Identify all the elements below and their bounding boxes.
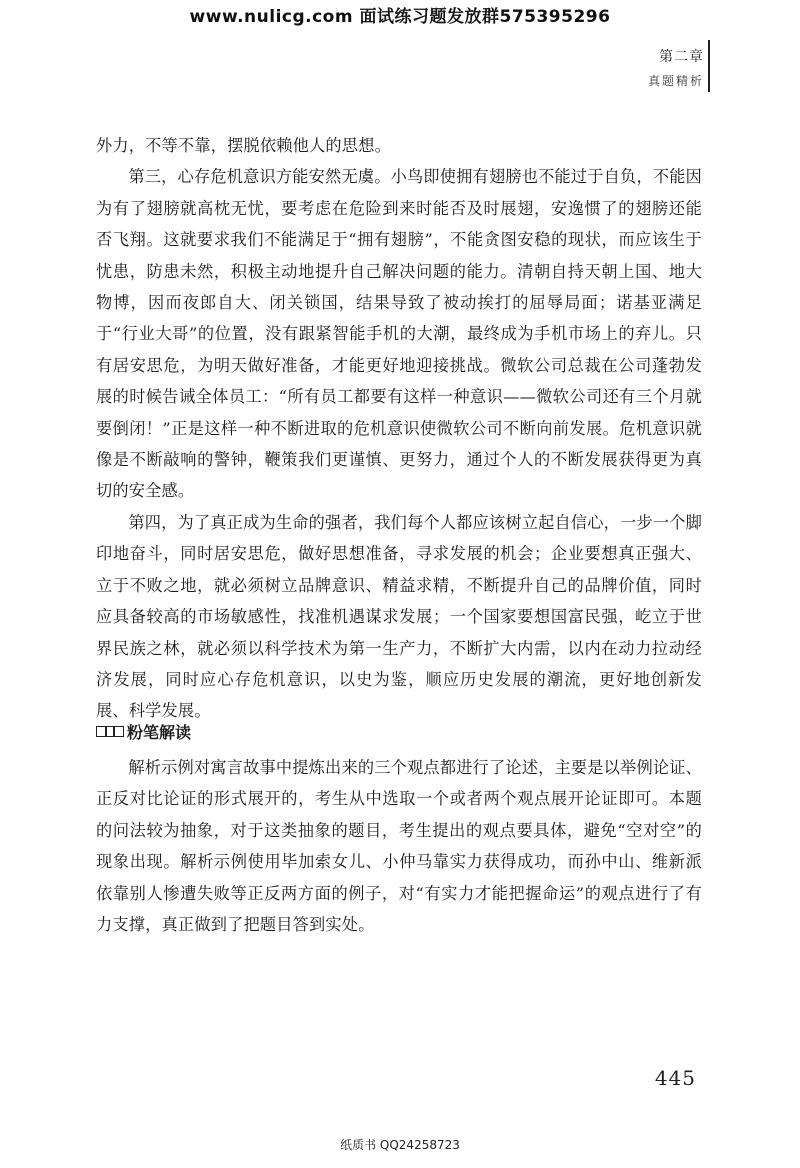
- watermark-top: www.nulicg.com 面试练习题发放群575395296: [189, 7, 611, 27]
- page-number: 445: [654, 1066, 696, 1090]
- paragraph-third-point: 第三，心存危机意识方能安然无虞。小鸟即使拥有翅膀也不能过于自负，不能因为有了翅膀就高枕无忧，要考虑在危险到来时能否及时展翅，安逸惯了的翅膀还能否飞翔。这就要求我们不能满足于“拥有翅膀”，不能贪图安稳的现状，而应该生于忧患，防患未然，积极主动地提升自己解决问题的能力。清朝自持天朝上国、地大物博，因而夜郎自大、闭关锁国，结果导致了被动挨打的屈辱局面；诺基亚满足于“行业大哥”的位置，没有跟紧智能手机的大潮，最终成为手机市场上的弃儿。只有居安思危，为明天做好准备，才能更好地迎接挑战。微软公司总裁在公司蓬勃发展的时候告诫全体员工：“所有员工都要有这样一种意识——微软公司还有三个月就要倒闭！”正是这样一种不断进取的危机意识使微软公司不断向前发展。危机意识就像是不断敲响的警钟，鞭策我们更谨慎、更努力，通过个人的不断发展获得更为真切的安全感。: [96, 167, 702, 501]
- watermark-bottom: 纸质书 QQ24258723: [340, 1138, 460, 1152]
- paragraph-fourth-point: 第四，为了真正成为生命的强者，我们每个人都应该树立起自信心，一步一个脚印地奋斗，同时居安思危，做好思想准备，寻求发展的机会；企业要想真正强大、立于不败之地，就必须树立品牌意识、精益求精，不断提升自己的品牌价值，同时应具备较高的市场敏感性，找准机遇谋求发展；一个国家要想国富民强，屹立于世界民族之林，就必须以科学技术为第一生产力，不断扩大内需，以内在动力拉动经济发展，同时应心存危机意识，以史为鉴，顺应历史发展的潮流，更好地创新发展、科学发展。: [96, 512, 702, 721]
- paragraph-interpretation: 解析示例对寓言故事中提炼出来的三个观点都进行了论述，主要是以举例论证、正反对比论证的形式展开的，考生从中选取一个或者两个观点展开论证即可。本题的问法较为抽象，对于这类抽象的题目，考生提出的观点要具体，避免“空对空”的现象出现。解析示例使用毕加索女儿、小仲马靠实力获得成功，而孙中山、维新派依靠别人惨遭失败等正反两方面的例子，对“有实力才能把握命运”的观点进行了有力支撑，真正做到了把题目答到实处。: [96, 758, 702, 935]
- chapter-header: [648, 46, 704, 89]
- chapter-subtitle: 真题精析: [647, 74, 704, 88]
- chapter-title: 第二章: [659, 49, 704, 65]
- section-title: 粉笔解读: [127, 723, 192, 742]
- main-text: [96, 130, 702, 727]
- section-marker-icon: [96, 726, 124, 737]
- header-rule: [708, 40, 710, 92]
- section-heading: [96, 720, 191, 743]
- paragraph-continuation: 外力，不等不靠，摆脱依赖他人的思想。: [96, 136, 391, 155]
- section-text: [96, 752, 702, 940]
